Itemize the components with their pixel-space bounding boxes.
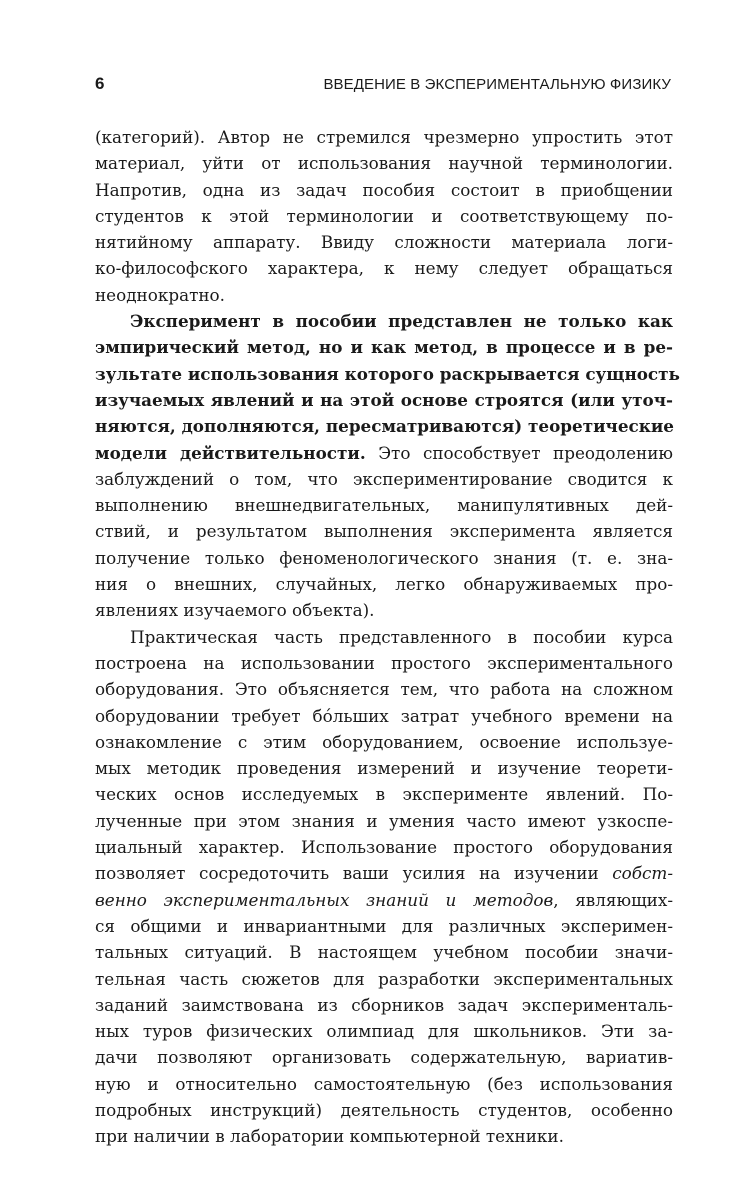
text-line: позволяет сосредоточить ваши усилия на изучении собст- — [95, 863, 673, 884]
text-line: ния о внешних, случайных, легко обнаруживаемых про- — [95, 574, 673, 595]
text-line: материал, уйти от использования научной терминологии. — [95, 153, 673, 174]
text-line: при наличии в лаборатории компьютерной техники. — [95, 1126, 564, 1147]
text-line: ся общими и инвариантными для различных эксперимен- — [95, 915, 673, 936]
text-line: Эксперимент в пособии представлен не только как — [130, 311, 673, 332]
text-line: ко-философского характера, к нему следует обращаться — [95, 258, 673, 279]
text-line: ческих основ исследуемых в эксперименте явлений. По- — [95, 784, 673, 805]
running-header-title: ВВЕДЕНИЕ В ЭКСПЕРИМЕНТАЛЬНУЮ ФИЗИКУ — [323, 76, 671, 93]
text-line: построена на использовании простого экспериментального — [95, 652, 673, 673]
text-line: выполнению внешнедвигательных, манипулятивных дей- — [95, 495, 673, 516]
text-line: заблуждений о том, что экспериментирование сводится к — [95, 468, 673, 489]
text-line: ознакомление с этим оборудованием, освоение используе- — [95, 731, 673, 752]
text-line: Напротив, одна из задач пособия состоит в приобщении — [95, 179, 673, 200]
text-line: (категорий). Автор не стремился чрезмерно упростить этот — [95, 127, 673, 147]
text-line: изучаемых явлений и на этой основе строятся (или уточ- — [95, 389, 673, 410]
text-line: мых методик проведения измерений и изучение теорети- — [95, 758, 673, 779]
text-line: получение только феноменологического знания (т. е. зна- — [95, 547, 673, 568]
text-line: зультате использования которого раскрывается сущность — [95, 363, 680, 384]
text-line: нятийному аппарату. Ввиду сложности материала логи- — [95, 232, 673, 253]
text-line: оборудования. Это объясняется тем, что работа на сложном — [95, 679, 673, 700]
text-line: явлениях изучаемого объекта). — [95, 600, 375, 621]
text-line: ную и относительно самостоятельную (без использования — [95, 1073, 673, 1094]
text-line: подробных инструкций) деятельность студентов, особенно — [95, 1099, 673, 1120]
paragraph-2 — [95, 308, 680, 624]
text-line: тальных ситуаций. В настоящем учебном пособии значи- — [95, 942, 673, 963]
text-line: модели действительности. Это способствует преодолению — [95, 442, 673, 463]
text-line: неоднократно. — [95, 284, 225, 305]
paragraph-1 — [95, 124, 673, 308]
text-line: ствий, и результатом выполнения эксперимента является — [95, 521, 673, 542]
text-line: ных туров физических олимпиад для школьников. Эти за- — [95, 1021, 673, 1042]
text-line: дачи позволяют организовать содержательную, вариатив- — [95, 1047, 673, 1068]
page-number: 6 — [95, 74, 105, 93]
text-line: заданий заимствована из сборников задач эксперименталь- — [95, 994, 673, 1015]
paragraph-3 — [95, 624, 673, 1150]
text-line: тельная часть сюжетов для разработки экспериментальных — [95, 968, 673, 989]
text-line: эмпирический метод, но и как метод, в процессе и в ре- — [95, 337, 673, 358]
body-text — [95, 124, 680, 1150]
text-line: лученные при этом знания и умения часто имеют узкоспе- — [95, 810, 673, 831]
text-line: венно экспериментальных знаний и методов, являющих- — [95, 889, 674, 910]
text-line: циальный характер. Использование простого оборудования — [95, 837, 673, 858]
text-line: Практическая часть представленного в пособии курса — [130, 626, 673, 647]
text-line: оборудовании требует бóльших затрат учебного времени на — [95, 705, 673, 726]
text-line: няются, дополняются, пересматриваются) теоретические — [95, 416, 674, 437]
text-line: студентов к этой терминологии и соответствующему по- — [95, 205, 673, 226]
